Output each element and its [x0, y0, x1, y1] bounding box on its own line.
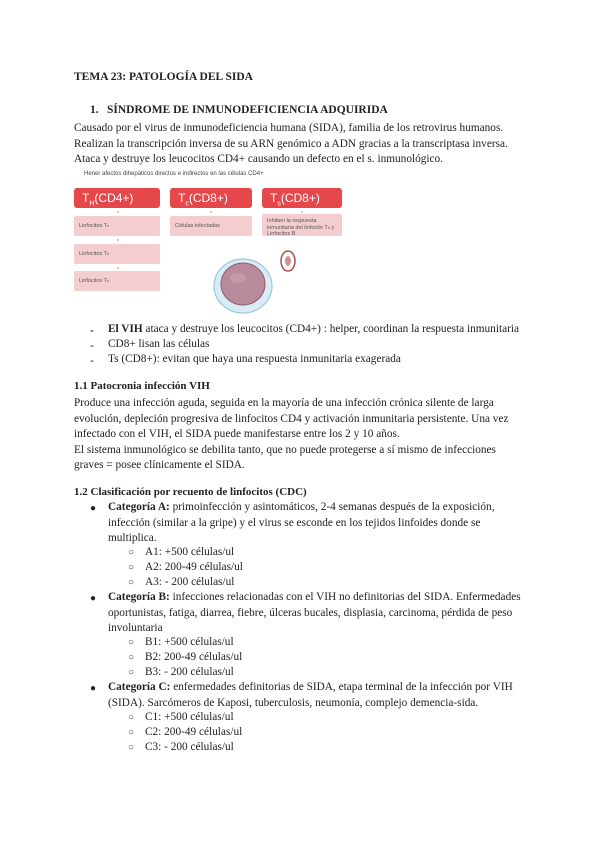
th-box: Linfocitos Tₕ [74, 244, 160, 264]
paragraph-line: infectado con el VIH, el SIDA puede manifestarse entre los 2 y 10 años. [74, 428, 400, 440]
cell-nucleus [221, 263, 265, 305]
category-text: primoinfección y asintomáticos, 2-4 semanas después de la exposición, [169, 501, 495, 513]
th-box: Linfocitos Tₕ [74, 216, 160, 236]
bullet-circle: ○ [128, 712, 135, 723]
virus-core [285, 256, 291, 266]
bullet-circle: ○ [128, 727, 135, 738]
bullet-disc: ● [90, 683, 97, 694]
bullet-circle: ○ [128, 562, 135, 573]
category-text: (SIDA). Sarcómeros de Kaposi, tuberculosis, neumonía, complejo demencia-sida. [108, 696, 479, 709]
intro-paragraph [74, 121, 534, 168]
th-sub: H [89, 200, 95, 208]
tc-sub: c [185, 200, 189, 208]
th-label: T [82, 191, 90, 205]
category-item [108, 500, 548, 547]
paragraph-line: Produce una infección aguda, seguida en la mayoría de una infección crónica silente de larga [74, 397, 494, 409]
document-title: TEMA 23: PATOLOGÍA DEL SIDA [74, 71, 253, 83]
category-text: infección (similar a la gripe) y el virus se esconde en los tejidos linfoides donde se [108, 516, 481, 529]
subcategory-item: A2: 200-49 células/ul [145, 561, 243, 573]
connector-dot [210, 211, 212, 213]
bullet-circle: ○ [128, 652, 135, 663]
category-item [108, 590, 553, 637]
ts-header [262, 188, 342, 208]
role-text: ataca y destruye los leucocitos (CD4+) : helper, coordinan la respuesta inmunitaria [142, 323, 520, 335]
subsection-heading: 1.2 Clasificación por recuento de linfocitos (CDC) [74, 486, 307, 498]
subcategory-item: B1: +500 células/ul [145, 636, 234, 648]
nucleus-highlight [230, 273, 246, 283]
dash-bullet: - [90, 325, 94, 337]
category-name: Categoría C: [108, 681, 171, 693]
category-text: involuntaria [108, 622, 163, 634]
intro-line: Causado por el virus de inmunodeficiencia humana (SIDA), familia de los retrovirus humanos. [74, 122, 504, 134]
intro-line: Ataca y destruye los leucocitos CD4+ causando un defecto en el s. inmunológico. [74, 153, 444, 165]
section-heading-text: SÍNDROME DE INMUNODEFICIENCIA ADQUIRIDA [107, 104, 388, 116]
connector-dot [117, 267, 119, 269]
connector-dot [301, 211, 303, 213]
subcategory-item: A3: - 200 células/ul [145, 576, 235, 588]
figure-caption: Hener afectos dihepáticos directos e indirectos en las células CD4+ [84, 171, 264, 177]
category-item [108, 680, 548, 711]
subsection-paragraph [74, 396, 534, 474]
category-text: oportunistas, fatiga, diarrea, fiebre, úlceras bucales, displasia, carcinoma, pérdida de peso [108, 606, 513, 619]
bullet-disc: ● [90, 593, 97, 604]
category-name: Categoría B: [108, 591, 170, 603]
tc-header [170, 188, 252, 208]
th-box: Linfocitos Tₕ [74, 271, 160, 291]
lymphocyte-illustration [206, 248, 320, 324]
dash-bullet: - [90, 340, 94, 352]
bullet-circle: ○ [128, 547, 135, 558]
tc-label: T [178, 191, 186, 205]
subcategory-item: B2: 200-49 células/ul [145, 651, 243, 663]
role-item [108, 322, 519, 338]
bullet-circle: ○ [128, 577, 135, 588]
connector-dot [117, 211, 119, 213]
ts-sub: s [277, 200, 281, 208]
category-text: infecciones relacionadas con el VIH no definitorias del SIDA. Enfermedades [169, 591, 521, 603]
category-text: multiplica. [108, 532, 157, 544]
role-item: CD8+ lisan las células [108, 338, 210, 350]
intro-line: Realizan la transcripción inversa de su ARN genómico a ADN gracias a la transcriptasa inversa. [74, 137, 508, 150]
paragraph-line: graves = posee clínicamente el SIDA. [74, 459, 245, 471]
dash-bullet: - [90, 355, 94, 367]
th-suffix: (CD4+) [94, 191, 134, 205]
subsection-heading: 1.1 Patocronia infección VIH [74, 380, 210, 392]
role-bold: El VIH [108, 323, 143, 335]
subcategory-item: C1: +500 células/ul [145, 711, 234, 723]
subcategory-item: C3: - 200 células/ul [145, 741, 234, 753]
role-item: Ts (CD8+): evitan que haya una respuesta inmunitaria exagerada [108, 353, 401, 365]
bullet-circle: ○ [128, 667, 135, 678]
category-text: enfermedades definitorias de SIDA, etapa terminal de la infección por VIH [170, 681, 513, 693]
subcategory-item: B3: - 200 células/ul [145, 666, 234, 678]
bullet-circle: ○ [128, 637, 135, 648]
bullet-disc: ● [90, 503, 97, 514]
ts-box: Inhiben la respuesta inmunitaria del linfocito Tₕ y Linfocitos B [262, 214, 342, 236]
th-header [74, 188, 160, 208]
subcategory-item: C2: 200-49 células/ul [145, 726, 243, 738]
paragraph-line: El sistema inmunológico se debilita tanto, que no puede protegerse a sí mismo de infecciones [74, 443, 496, 456]
section-number: 1. [90, 104, 99, 116]
paragraph-line: evolución, depleción progresiva de linfocitos CD4 y activación inmunitaria persistente. Una vez [74, 412, 509, 425]
connector-dot [117, 239, 119, 241]
ts-label: T [270, 191, 278, 205]
section-heading [90, 104, 388, 116]
subcategory-item: A1: +500 células/ul [145, 546, 235, 558]
category-name: Categoría A: [108, 501, 170, 513]
tc-box: Células infectadas [170, 216, 252, 236]
ts-suffix: (CD8+) [280, 191, 320, 205]
bullet-circle: ○ [128, 742, 135, 753]
tc-suffix: (CD8+) [188, 191, 228, 205]
